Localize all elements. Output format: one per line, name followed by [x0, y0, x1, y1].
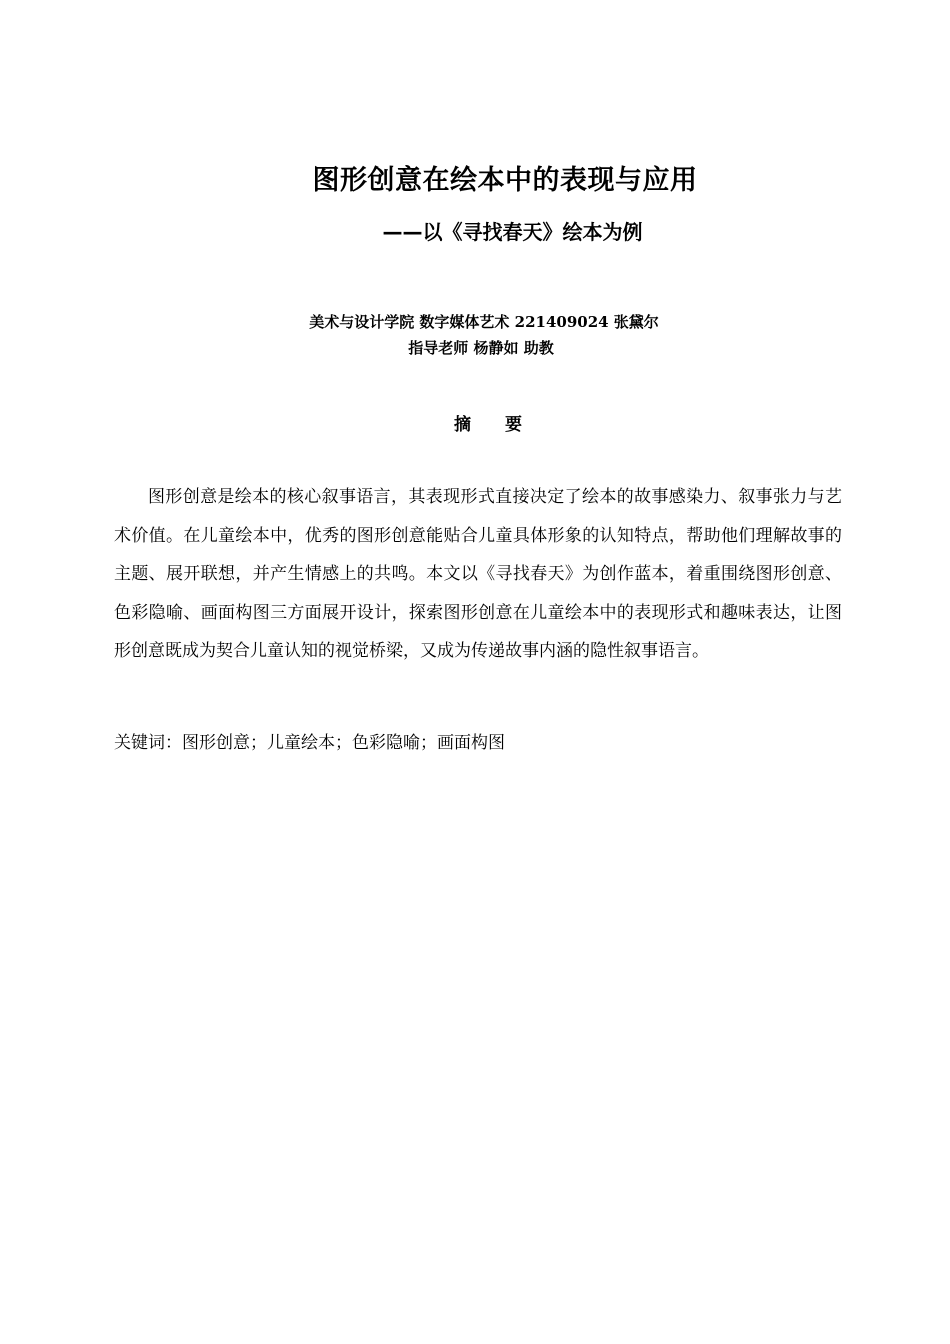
paper-title: 图形创意在绘本中的表现与应用 — [312, 165, 698, 196]
advisor-info: 指导老师 杨静如 助教 — [408, 339, 554, 357]
paper-subtitle: ——以《寻找春天》绘本为例 — [382, 220, 643, 244]
abstract-body: 图形创意是绘本的核心叙事语言，其表现形式直接决定了绘本的故事感染力、叙事张力与艺术价值。在儿童绘本中，优秀的图形创意能贴合儿童具体形象的认知特点，帮助他们理解故事的主题、展开联想，并产生情感上的共鸣。本文以《寻找春天》为创作蓝本，着重围绕图形创意、色彩隐喻、画面构图三方面展开设计，探索图形创意在儿童绘本中的表现形式和趣味表达，让图形创意既成为契合儿童认知的视觉桥梁，又成为传递故事内涵的隐性叙事语言。 — [114, 487, 842, 662]
keywords-line: 关键词：图形创意；儿童绘本；色彩隐喻；画面构图 — [114, 733, 505, 753]
author-info: 美术与设计学院 数字媒体艺术 221409024 张黛尔 — [309, 313, 659, 331]
abstract-heading: 摘 要 — [454, 415, 536, 435]
